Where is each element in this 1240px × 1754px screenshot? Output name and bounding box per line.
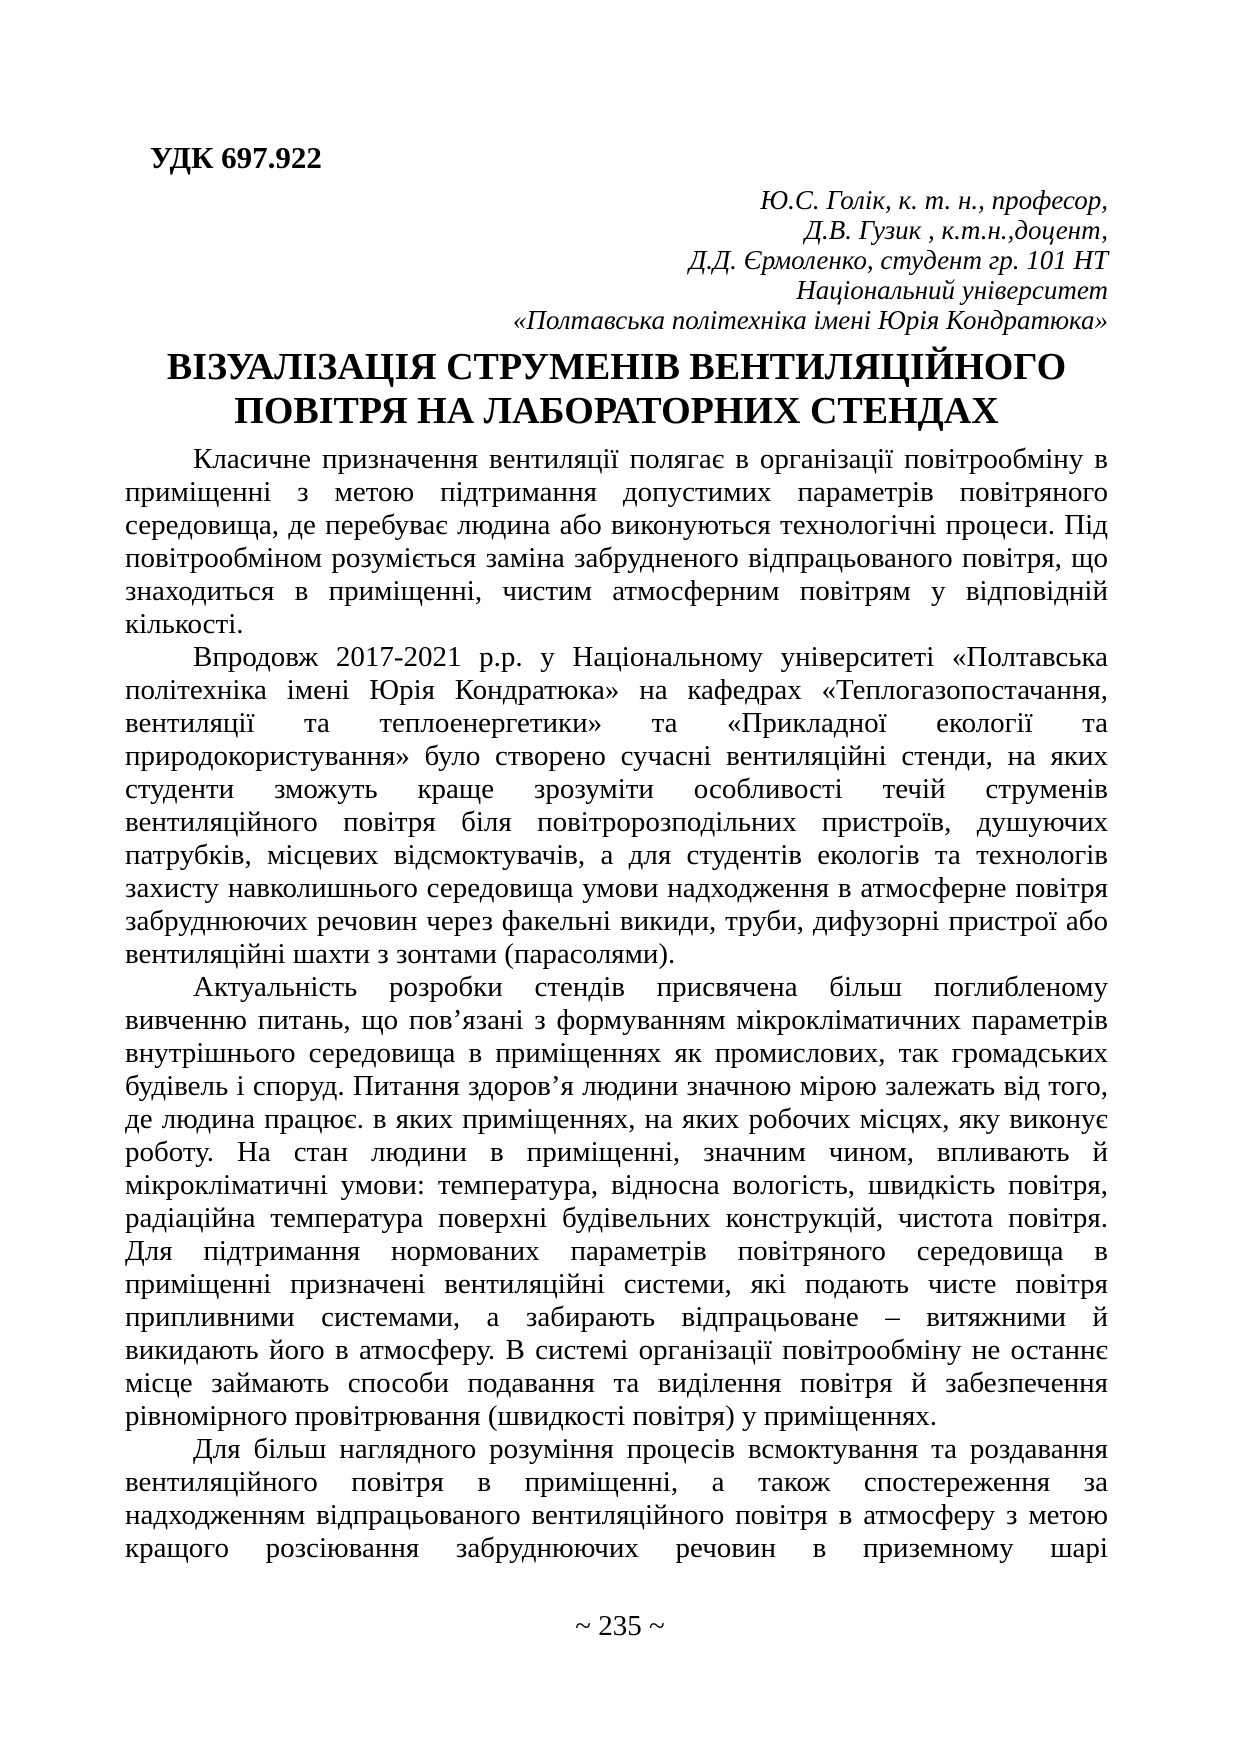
udc-code: УДК 697.922 (150, 140, 322, 175)
paper-title: ВІЗУАЛІЗАЦІЯ СТРУМЕНІВ ВЕНТИЛЯЦІЙНОГО ПОВІТРЯ НА ЛАБОРАТОРНИХ СТЕНДАХ (166, 346, 1067, 432)
paragraph-4: Для більш наглядного розуміння процесів всмоктування та роздавання вентиляційного повітря в приміщенні, а також спостереження за надходженням відпрацьованого вентиляційного повітря в атмосферу з метою кращого розсіювання забруднюючих речовин в приземному шарі (125, 1433, 1108, 1564)
paragraph-3: Актуальність розробки стендів присвячена більш поглибленому вивченню питань, що пов’язані з формуванням мікрокліматичних параметрів внутрішнього середовища в приміщеннях як промислових, так громадських будівель і споруд. Питання здоров’я людини значною мірою залежать від того, де людина працює. в яких приміщеннях, на яких робочих місцях, яку виконує роботу. На стан людини в приміщенні, значним чином, впливають й мікрокліматичні умови: температура, відносна вологість, швидкість повітря, радіаційна температура поверхні будівельних конструкцій, чистота повітря. Для підтримання нормованих параметрів повітряного середовища в приміщенні призначені вентиляційні системи, які подають чисте повітря припливними системами, а забирають відпрацьоване – витяжними й викидають його в атмосферу. В системі організації повітрообміну не останнє місце займають способи подавання та виділення повітря й забезпечення рівномірного провітрювання (швидкості повітря) у приміщеннях. (125, 971, 1108, 1432)
paragraph-2: Впродовж 2017-2021 р.р. у Національному університеті «Полтавська політехніка імені Юрія Кондратюка» на кафедрах «Теплогазопостачання, вентиляції та теплоенергетики» та «Прикладної екології та природокористування» було створено сучасні вентиляційні стенди, на яких студенти зможуть краще зрозуміти особливості течій струменів вентиляційного повітря біля повітророзподільних пристроїв, душуючих патрубків, місцевих відсмоктувачів, а для студентів екологів та технологів захисту навколишнього середовища умови надходження в атмосферне повітря забруднюючих речовин через факельні викиди, труби, дифузорні пристрої або вентиляційні шахти з зонтами (парасолями). (125, 641, 1108, 970)
author-line: Ю.С. Голік, к. т. н., професор, (760, 185, 1108, 215)
page-number: ~ 235 ~ (575, 1610, 665, 1642)
author-line: Д.В. Гузик , к.т.н.,доцент, (804, 215, 1108, 245)
affiliation-line: «Полтавська політехніка імені Юрія Кондратюка» (512, 305, 1108, 335)
paragraph-1: Класичне призначення вентиляції полягає в організації повітрообміну в приміщенні з метою підтримання допустимих параметрів повітряного середовища, де перебуває людина або виконуються технологічні процеси. Під повітрообміном розуміється заміна забрудненого відпрацьованого повітря, що знаходиться в приміщенні, чистим атмосферним повітрям у відповідній кількості. (125, 443, 1108, 640)
author-line: Д.Д. Єрмоленко, студент гр. 101 НТ (689, 245, 1108, 275)
author-block (125, 185, 1108, 335)
affiliation-line: Національний університет (796, 275, 1108, 305)
